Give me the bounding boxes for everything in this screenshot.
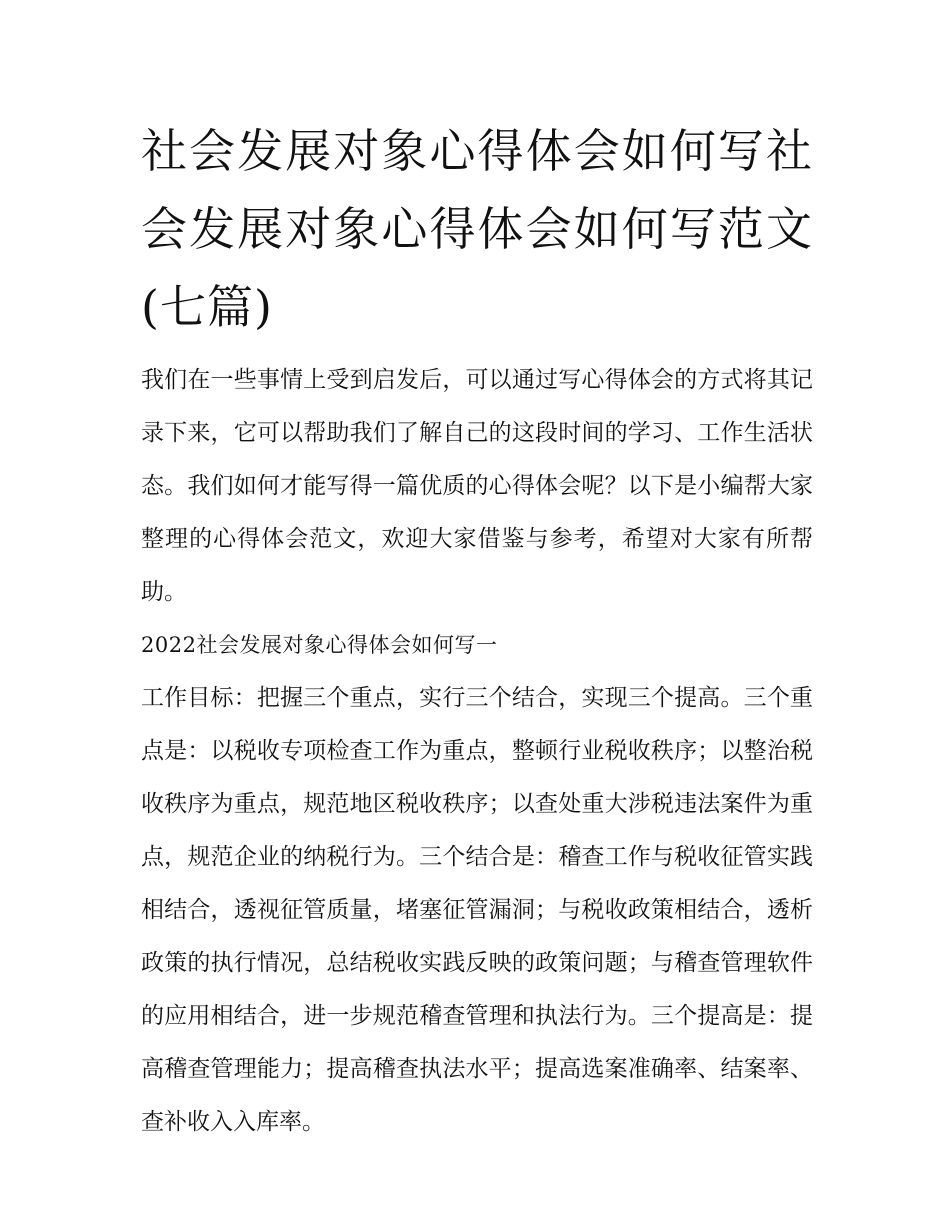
document-title: 社会发展对象心得体会如何写社会发展对象心得体会如何写范文(七篇) [141,124,813,334]
intro-paragraph: 我们在一些事情上受到启发后，可以通过写心得体会的方式将其记录下来，它可以帮助我们了解自己的这段时间的学习、工作生活状态。我们如何才能写得一篇优质的心得体会呢？以下是小编帮大家整理的心得体会范文，欢迎大家借鉴与参考，希望对大家有所帮助。 [141,367,813,605]
document-page [141,112,813,1149]
section-body-paragraph: 工作目标：把握三个重点，实行三个结合，实现三个提高。三个重点是：以税收专项检查工作为重点，整顿行业税收秩序；以整治税收秩序为重点，规范地区税收秩序；以查处重大涉税违法案件为重点，规范企业的纳税行为。三个结合是：稽查工作与税收征管实践相结合，透视征管质量，堵塞征管漏洞；与税收政策相结合，透析政策的执行情况，总结税收实践反映的政策问题；与稽查管理软件的应用相结合，进一步规范稽查管理和执法行为。三个提高是：提高稽查管理能力；提高稽查执法水平；提高选案准确率、结案率、查补收入入库率。 [141,685,813,1135]
section-heading: 2022社会发展对象心得体会如何写一 [141,633,498,657]
